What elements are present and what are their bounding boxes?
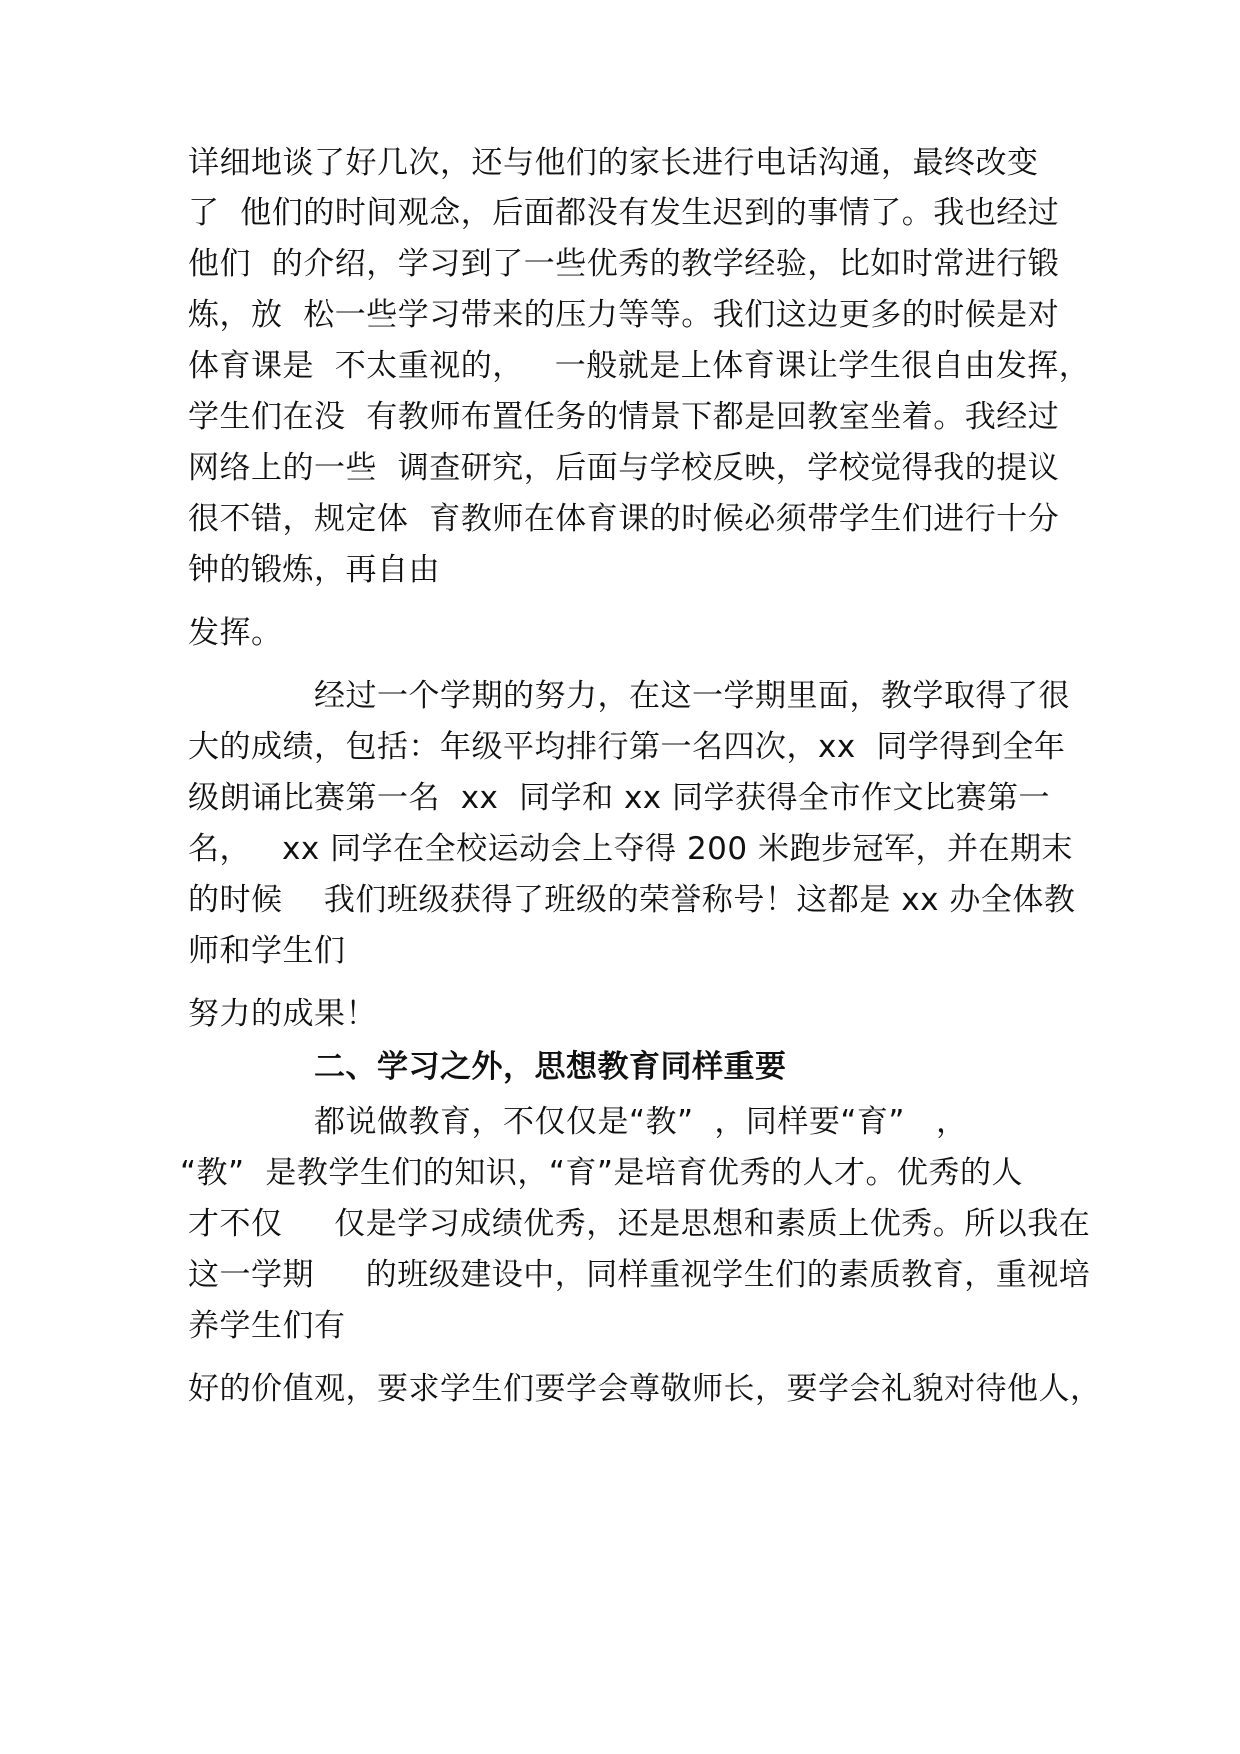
paragraph-1-line-10: 发挥。 bbox=[188, 615, 283, 651]
paragraph-1-line-6: 学生们在没 有教师布置任务的情景下都是回教室坐着。我经过 bbox=[188, 399, 1060, 435]
paragraph-3-line-5: 养学生们有 bbox=[188, 1308, 346, 1344]
paragraph-2-line-3: 级朗诵比赛第一名 xx 同学和 xx 同学获得全市作文比赛第一 bbox=[188, 780, 1051, 816]
paragraph-2-line-4: 名， xx 同学在全校运动会上夺得 200 米跑步冠军，并在期末 bbox=[188, 831, 1073, 867]
paragraph-2-line-1: 经过一个学期的努力，在这一学期里面，教学取得了很 bbox=[314, 678, 1070, 714]
paragraph-1-line-5: 体育课是 不太重视的， 一般就是上体育课让学生很自由发挥， bbox=[188, 348, 1091, 384]
paragraph-3-line-4: 这一学期 的班级建设中，同样重视学生们的素质教育，重视培 bbox=[188, 1257, 1091, 1293]
paragraph-1-line-4: 炼，放 松一些学习带来的压力等等。我们这边更多的时候是对 bbox=[188, 297, 1060, 333]
paragraph-3-line-1: 都说做教育，不仅仅是“教” ，同样要“育” ， bbox=[314, 1104, 968, 1140]
paragraph-2-line-5: 的时候 我们班级获得了班级的荣誉称号！这都是 xx 办全体教 bbox=[188, 882, 1076, 918]
paragraph-1-line-9: 钟的锻炼，再自由 bbox=[188, 552, 440, 588]
paragraph-2-line-7: 努力的成果！ bbox=[188, 996, 377, 1032]
paragraph-3-line-2: “教” 是教学生们的知识，“育”是培育优秀的人才。优秀的人 bbox=[180, 1155, 1023, 1191]
paragraph-3-line-3: 才不仅 仅是学习成绩优秀，还是思想和素质上优秀。所以我在 bbox=[188, 1206, 1091, 1242]
paragraph-2-line-2: 大的成绩，包括：年级平均排行第一名四次，xx 同学得到全年 bbox=[188, 729, 1066, 765]
section-heading: 二、学习之外，思想教育同样重要 bbox=[314, 1049, 787, 1085]
paragraph-1-line-2: 了 他们的时间观念，后面都没有发生迟到的事情了。我也经过 bbox=[188, 195, 1060, 231]
paragraph-3-line-6: 好的价值观，要求学生们要学会尊敬师长，要学会礼貌对待他人， bbox=[188, 1371, 1102, 1407]
paragraph-1-line-3: 他们 的介绍，学习到了一些优秀的教学经验，比如时常进行锻 bbox=[188, 246, 1060, 282]
paragraph-1-line-8: 很不错，规定体 育教师在体育课的时候必须带学生们进行十分 bbox=[188, 501, 1060, 537]
paragraph-1-line-1: 详细地谈了好几次，还与他们的家长进行电话沟通，最终改变 bbox=[188, 145, 1039, 181]
paragraph-2-line-6: 师和学生们 bbox=[188, 933, 346, 969]
paragraph-1-line-7: 网络上的一些 调查研究，后面与学校反映，学校觉得我的提议 bbox=[188, 450, 1060, 486]
